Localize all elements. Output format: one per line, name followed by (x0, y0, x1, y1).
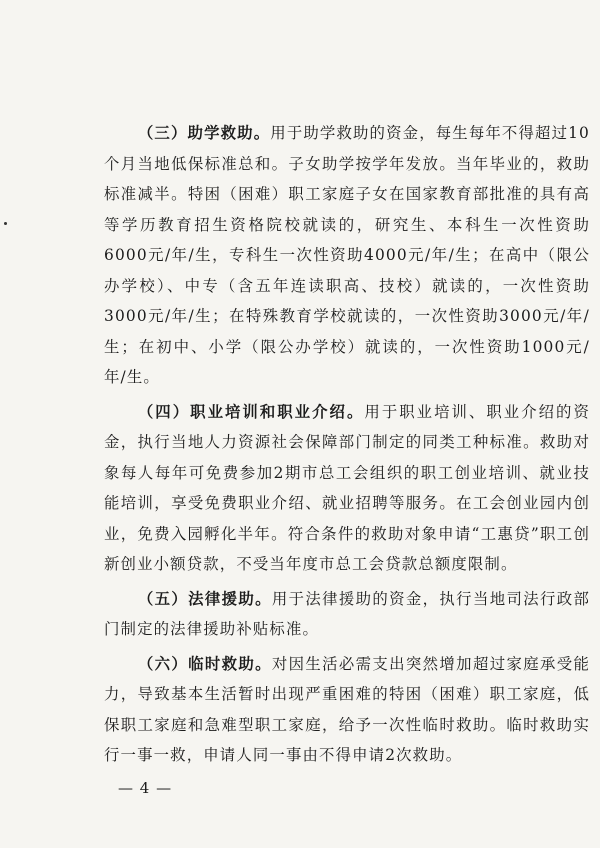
heading-legal-aid: （五）法律援助。 (137, 589, 272, 608)
text-legal-aid: 用于法律援助的资金，执行当地司法行政部门制定的法律援助补贴标准。 (104, 589, 590, 638)
paragraph-temporary-aid (104, 649, 590, 771)
heading-temporary-aid: （六）临时救助。 (137, 654, 272, 673)
page-number: — 4 — (118, 779, 173, 797)
paragraph-student-aid (104, 118, 590, 393)
text-vocational-training: 用于职业培训、职业介绍的资金，执行当地人力资源社会保障部门制定的同类工种标准。救助对象每人每年可免费参加2期市总工会组织的职工创业培训、就业技能培训，享受免费职业介绍、就业招聘等服务。在工会创业园内创业，免费入园孵化半年。符合条件的救助对象申请“工惠贷”职工创新创业小额贷款，不受当年度市总工会贷款总额度限制。 (104, 402, 591, 573)
text-student-aid: 用于助学救助的资金，每生每年不得超过10个月当地低保标准总和。子女助学按学年发放。当年毕业的，救助标准减半。特困（困难）职工家庭子女在国家教育部批准的具有高等学历教育招生资格院校就读的，研究生、本科生一次性资助6000元/年/生，专科生一次性资助4000元/年/生；在高中（限公办学校）、中专（含五年连读职高、技校）就读的，一次性资助3000元/年/生；在特殊教育学校就读的，一次性资助3000元/年/生；在初中、小学（限公办学校）就读的，一次性资助1000元/年/生。 (104, 124, 591, 386)
heading-vocational-training: （四）职业培训和职业介绍。 (137, 402, 365, 421)
document-body (104, 118, 590, 771)
text-temporary-aid: 对因生活必需支出突然增加超过家庭承受能力，导致基本生活暂时出现严重困难的特困（困难）职工家庭，低保职工家庭和急难型职工家庭，给予一次性临时救助。临时救助实行一事一救，申请人同一事由不得申请2次救助。 (104, 654, 590, 764)
scan-mark (4, 222, 7, 225)
paragraph-legal-aid (104, 584, 590, 645)
paragraph-vocational-training (104, 397, 590, 580)
heading-student-aid: （三）助学救助。 (137, 124, 271, 142)
